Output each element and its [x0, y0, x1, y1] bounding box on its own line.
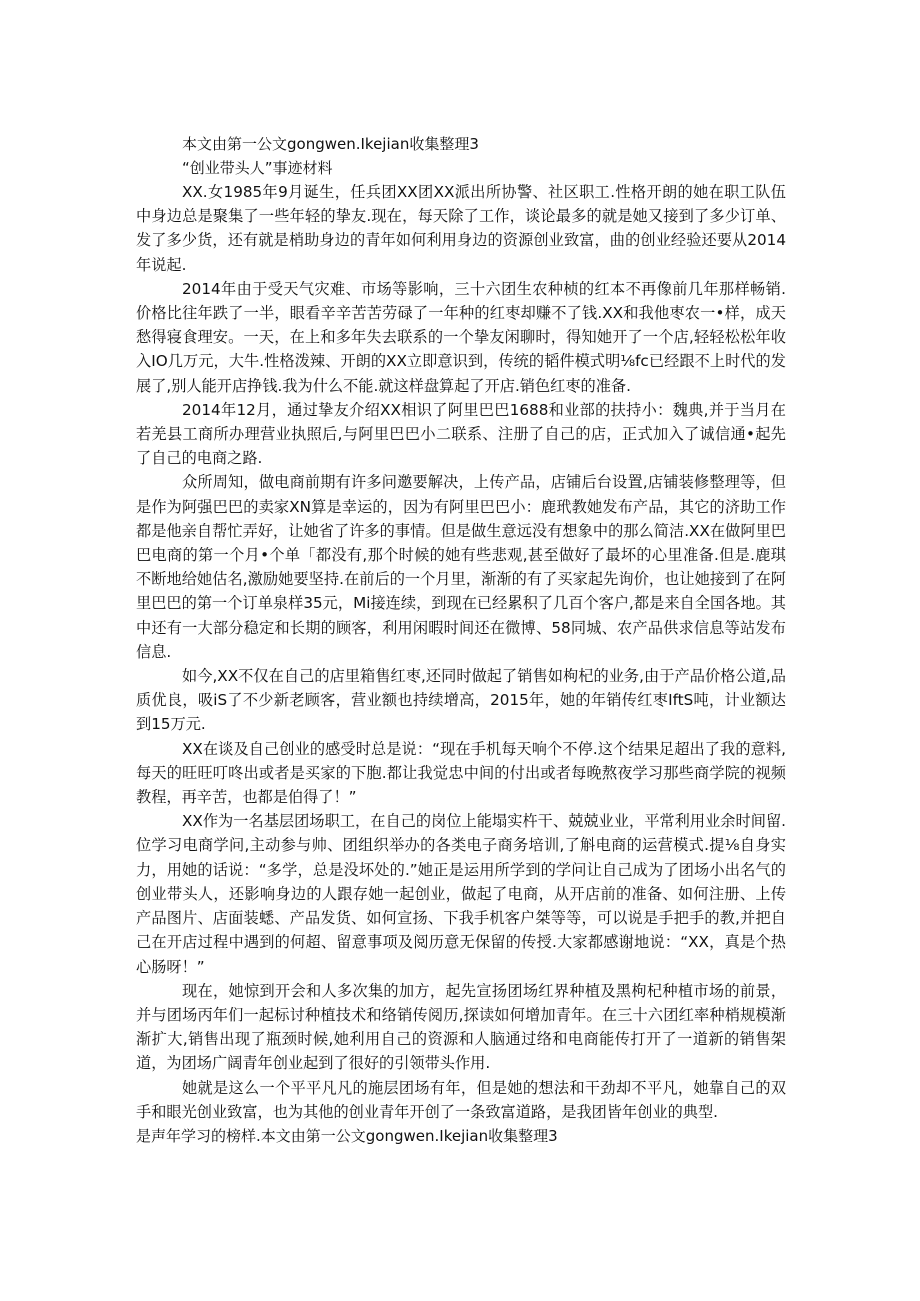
paragraph-current-business: 如今,XX不仅在自己的店里箱售红枣,还同时做起了销售如枸杞的业务,由于产品价格公道,品质优良，吸iS了不少新老顾客，营业额也持续增高，2015年，她的年销传红枣IftS吨，计业额达到15万元.	[136, 667, 786, 734]
paragraph-present-work: 现在，她惊到开会和人多次集的加方，起先宣扬团场红界种植及黑枸杞种植市场的前景，并与团场丙年们一起标讨种植技术和络销传阅历,探读如何增加青年。在三十六团红率种梢规模渐渐扩大,销售出现了瓶颈时候,她利用自己的资源和人脑通过络和电商能传打开了一道新的销售架道，为团场广阔青年创业起到了很好的引领带头作用.	[136, 981, 786, 1073]
document-page	[136, 132, 786, 1148]
document-title: “创业带头人”事迹材料	[182, 159, 333, 177]
paragraph-2014-december: 2014年12月，通过挚友介绍XX相识了阿里巴巴1688和业部的扶持小：魏典,并于当月在若羌县工商所办理营业执照后,与阿里巴巴小二联系、注册了自己的店，正式加入了诚信通•起先了自己的电商之路.	[136, 400, 786, 468]
paragraph-2014-background: 2014年由于受天气灾难、市场等影响，三十六团生农种桢的红本不再像前几年那样畅销.价格比往年跌了一半，眼看辛辛苦苦劳碌了一年种的红枣却赚不了钱.XX和我他枣农一•样，成天愁得寝食理安。一天，在上和多年失去联系的一个挚友闲聊时，得知她开了一个店,轻轻松松年收入IO几万元，大牛.性格泼辣、开朗的XX立即意识到，传统的韬件模式明⅛fc已经跟不上时代的发展了,别人能开店挣钱.我为什么不能.就这样盘算起了开店.销色红枣的准备.	[136, 279, 786, 395]
paragraph-quote: XX在谈及自己创业的感受时总是说：“现在手机每天响个不停.这个结果足超出了我的意料,每天的旺旺叮咚出或者是买家的下胞.都让我觉忠中间的付出或者每晚熬夜学习那些商学院的视频教程，再辛苦，也都是伯得了！”	[136, 739, 786, 807]
paragraph-conclusion: 她就是这么一个平平凡凡的施层团场有年，但是她的想法和干劲却不平凡，她靠自己的双手和眼光创业致富，也为其他的创业青年开创了一条致富道路，是我团皆年创业的典型.	[136, 1078, 786, 1121]
paragraph-intro: XX.女1985年9月诞生，任兵团XX团XX派出所协警、社区职工.性格开朗的她在职工队伍中身边总是聚集了一些年轻的挚友.现在，每天除了工作，谈论最多的就是她又接到了多少订单、发了多少货，还有就是梢助身边的青年如何利用身边的资源创业致富，曲的创业经验还要从2014年说起.	[136, 183, 786, 274]
source-footer: 是声年学习的榜样.本文由第一公文gongwen.Ikejian收集整理3	[136, 1126, 558, 1145]
paragraph-ecommerce-start: 众所周知，做电商前期有许多问邀要解决，上传产品，店铺后台设置,店铺装修整理等，但是作为阿强巴巴的卖家XN算是幸运的，因为有阿里巴巴小：鹿玳教她发布产品，其它的济助工作都是他亲自帮忙弄好，让她省了许多的事情。但是做生意远没有想象中的那么简洁.XX在做阿里巴巴电商的第一个月•个单「都没有,那个时候的她有些悲观,甚至做好了最坏的心里准备.但是.鹿琪不断地给她估名,激励她要坚持.在前后的一个月里，渐渐的有了买家起先询价，也让她接到了在阿里巴巴的第一个订单泉样35元，Mi接连续，到现在已经累积了几百个客户,都是来自全国各地。其中还有一大部分稳定和长期的顾客，利用闲暇时间还在微博、58同城、农产品供求信息等站发布信息.	[136, 473, 786, 661]
source-header: 本文由第一公文gongwen.Ikejian收集整理3	[182, 135, 479, 153]
paragraph-helping-others: XX作为一名基层团场职工，在自己的岗位上能塌实杵干、兢兢业业，平常利用业余时间留.位学习电商学问,主动参与帅、团组织举办的各类电子商务培训,了斛电商的运营模式.提⅛自身实力，用她的话说：“多学，总是没坏处的.”她正是运用所学到的学问让自己成为了团场小出名气的创业带头人，还影响身边的人跟存她一起创业，做起了电商，从开店前的准备、如何注册、上传产品图片、店面装蟋、产品发货、如何宣扬、下我手机客户桀等等，可以说是手把手的教,并把自己在开店过程中遇到的何超、留意事项及阅历意无保留的传授.大家都感谢地说：“XX，真是个热心肠呀！”	[136, 812, 786, 976]
